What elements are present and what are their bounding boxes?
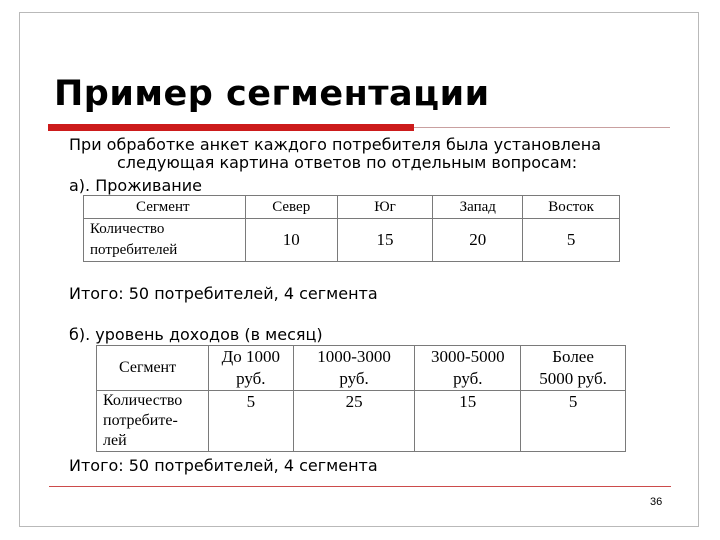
value-cell: 15 [337, 219, 433, 262]
section-b-total: Итого: 50 потребителей, 4 сегмента [69, 456, 378, 475]
value-cell: 5 [521, 391, 626, 452]
header-cell: Юг [337, 196, 433, 219]
header-cell [293, 346, 415, 391]
header-line: 3000-5000 [430, 347, 505, 366]
table-row [84, 219, 620, 262]
header-cell [521, 346, 626, 391]
section-a-total: Итого: 50 потребителей, 4 сегмента [69, 284, 378, 303]
row-label-line: потребите- [103, 412, 178, 429]
value-cell: 5 [523, 219, 620, 262]
residence-table [83, 195, 620, 262]
header-line: руб. [236, 369, 266, 388]
section-a-label: а). Проживание [69, 176, 202, 195]
header-line: руб. [339, 369, 369, 388]
header-line: До 1000 [221, 347, 280, 366]
header-line: 5000 руб. [539, 369, 607, 388]
header-cell [415, 346, 521, 391]
table-row [97, 391, 626, 452]
intro-line-2: следующая картина ответов по отдельным вопросам: [117, 153, 578, 172]
row-label-line: Количество [90, 221, 165, 237]
row-label-line: потребителей [90, 242, 178, 258]
row-label [97, 391, 209, 452]
header-cell: Восток [523, 196, 620, 219]
header-cell: Север [245, 196, 337, 219]
header-cell: Сегмент [84, 196, 246, 219]
header-line: Сегмент [119, 359, 177, 376]
value-cell: 20 [433, 219, 523, 262]
header-cell: Запад [433, 196, 523, 219]
row-label-line: лей [103, 432, 127, 449]
value-cell: 15 [415, 391, 521, 452]
intro-line-1: При обработке анкет каждого потребителя была установлена [69, 135, 602, 154]
title-divider-line [414, 127, 670, 128]
intro-text [69, 136, 669, 172]
header-line: 1000-3000 [317, 347, 391, 366]
value-cell: 25 [293, 391, 415, 452]
header-cell [208, 346, 293, 391]
row-label [84, 219, 246, 262]
section-b-label: б). уровень доходов (в месяц) [69, 325, 323, 344]
table-header-row [84, 196, 620, 219]
income-table [96, 345, 626, 452]
row-label-line: Количество [103, 392, 183, 409]
slide-title: Пример сегментации [54, 74, 490, 114]
footer-divider-line [49, 486, 671, 487]
header-line: Более [552, 347, 594, 366]
header-line: руб. [453, 369, 483, 388]
value-cell: 10 [245, 219, 337, 262]
header-cell [97, 346, 209, 391]
table-header-row [97, 346, 626, 391]
page-number: 36 [650, 496, 663, 508]
title-accent-bar [48, 124, 414, 131]
value-cell: 5 [208, 391, 293, 452]
